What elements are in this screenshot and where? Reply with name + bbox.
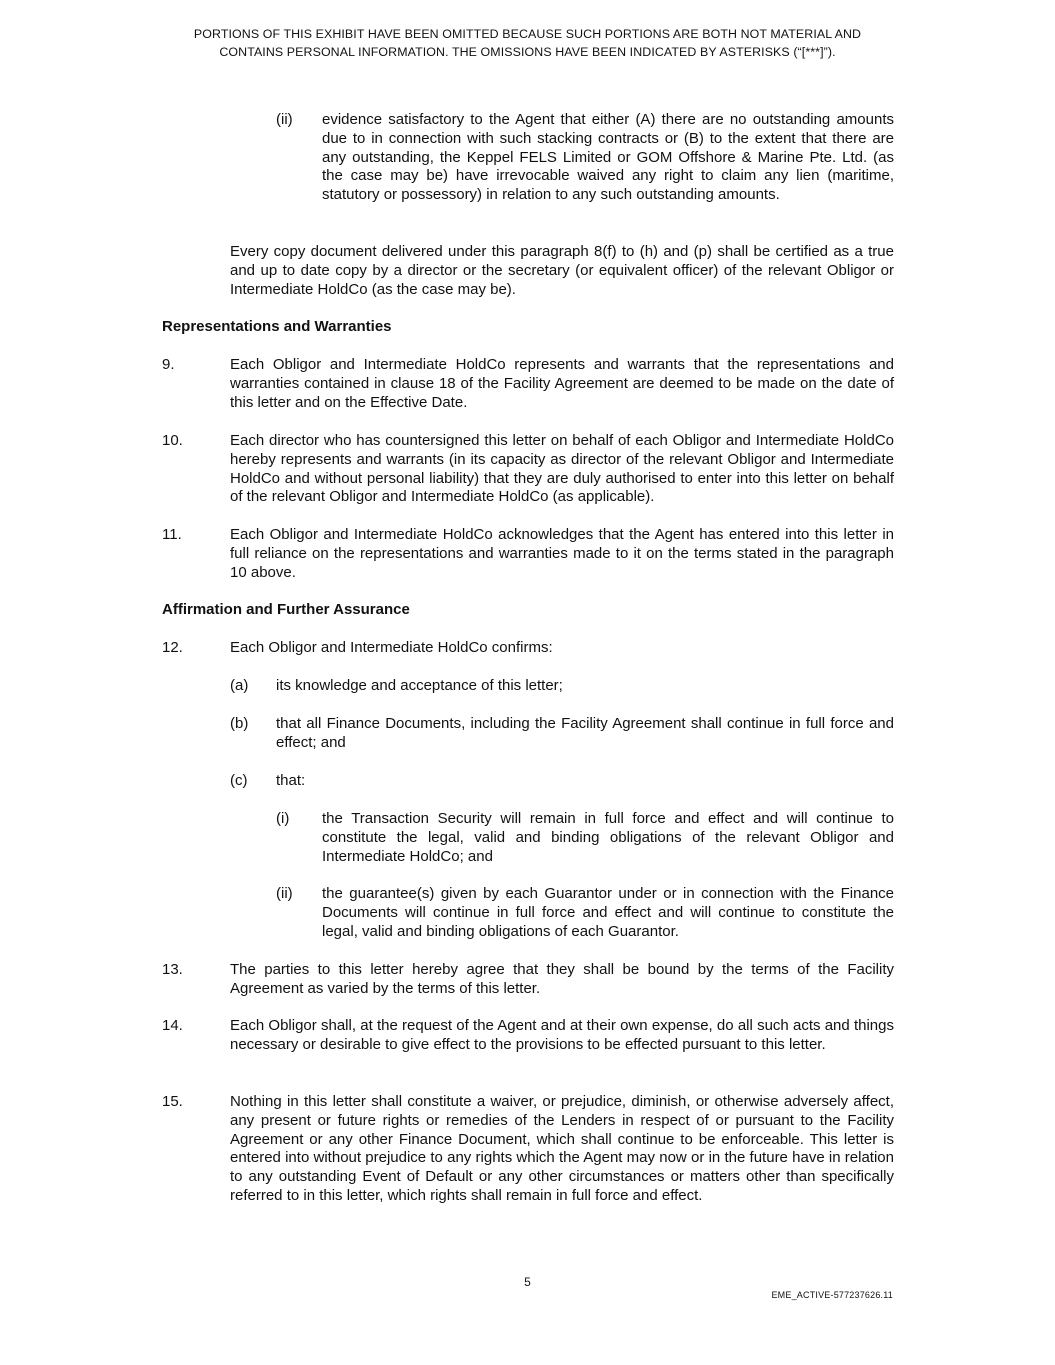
sub-item-ii-evidence: [276, 111, 894, 205]
page-number: 5: [524, 1275, 531, 1289]
sub-item-c: [230, 772, 894, 791]
sub-item-text: that:: [276, 772, 306, 789]
paragraph-9: [162, 356, 894, 412]
paragraph-number: 9.: [162, 356, 175, 373]
sub-item-label: (c): [230, 772, 248, 789]
paragraph-14: [162, 1017, 894, 1055]
exhibit-header: [140, 25, 915, 61]
sub-item-text: its knowledge and acceptance of this letter;: [276, 677, 563, 694]
paragraph-text: Nothing in this letter shall constitute a waiver, or prejudice, diminish, or otherwise adversely affect, any present or future rights or remedies of the Lenders in respect of or pursuant to the Facility Agreement or any other Finance Document, which shall continue to be enforceable. This letter is entered into without prejudice to any rights which the Agent may now or in the future have in relation to any outstanding Event of Default or any other circumstances or matters other than specifically referred to in this letter, which rights shall remain in full force and effect.: [230, 1093, 894, 1204]
paragraph-number: 11.: [162, 526, 182, 543]
sub-item-c-ii: [276, 885, 894, 941]
sub-item-label: (ii): [276, 885, 293, 902]
sub-item-c-i: [276, 810, 894, 866]
sub-item-text: evidence satisfactory to the Agent that either (A) there are no outstanding amounts due to in connection with such stacking contracts or (B) to the extent that there are any outstanding, the Keppel FELS Limited or GOM Offshore & Marine Pte. Ltd. (as the case may be) have irrevocable waived any right to claim any lien (maritime, statutory or possessory) in relation to any such outstanding amounts.: [322, 111, 894, 204]
paragraph-10: [162, 432, 894, 507]
paragraph-12: [162, 639, 894, 658]
header-line-1: PORTIONS OF THIS EXHIBIT HAVE BEEN OMITTED BECAUSE SUCH PORTIONS ARE BOTH NOT MATERIAL AND: [193, 27, 862, 41]
paragraph-11: [162, 526, 894, 582]
header-line-2: CONTAINS PERSONAL INFORMATION. THE OMISSIONS HAVE BEEN INDICATED BY ASTERISKS (“[***]”).: [219, 45, 836, 59]
heading-affirmation-further-assurance: Affirmation and Further Assurance: [162, 601, 410, 618]
paragraph-number: 12.: [162, 639, 183, 656]
paragraph-number: 14.: [162, 1017, 183, 1034]
paragraph-text: Each director who has countersigned this letter on behalf of each Obligor and Intermediate HoldCo hereby represents and warrants (in its capacity as director of the relevant Obligor and Intermediate HoldCo and without personal liability) that they are duly authorised to enter into this letter on behalf of the relevant Obligor and Intermediate HoldCo (as applicable).: [230, 432, 894, 506]
sub-item-a: [230, 677, 894, 696]
sub-item-text: the guarantee(s) given by each Guarantor under or in connection with the Finance Documents will continue in full force and effect and will continue to constitute the legal, valid and binding obligations of each Guarantor.: [322, 885, 894, 940]
paragraph-number: 13.: [162, 961, 183, 978]
paragraph-13: [162, 961, 894, 999]
sub-item-label: (ii): [276, 111, 293, 128]
sub-item-label: (i): [276, 810, 290, 827]
paragraph-number: 10.: [162, 432, 183, 449]
document-reference: EME_ACTIVE-577237626.11: [771, 1290, 893, 1300]
sub-item-label: (b): [230, 715, 249, 732]
paragraph-text: Each Obligor and Intermediate HoldCo acknowledges that the Agent has entered into this letter in full reliance on the representations and warranties made to it on the terms stated in the paragraph 10 above.: [230, 526, 894, 581]
paragraph-text: The parties to this letter hereby agree that they shall be bound by the terms of the Facility Agreement as varied by the terms of this letter.: [230, 961, 894, 997]
paragraph-text: Each Obligor and Intermediate HoldCo represents and warrants that the representations and warranties contained in clause 18 of the Facility Agreement are deemed to be made on the date of this letter and on the Effective Date.: [230, 356, 894, 411]
paragraph-15: [162, 1093, 894, 1206]
paragraph-text: Each Obligor and Intermediate HoldCo confirms:: [230, 639, 553, 656]
sub-item-label: (a): [230, 677, 249, 694]
paragraph-text: Each Obligor shall, at the request of the Agent and at their own expense, do all such acts and things necessary or desirable to give effect to the provisions to be effected pursuant to this letter.: [230, 1017, 894, 1053]
copy-document-paragraph: Every copy document delivered under this paragraph 8(f) to (h) and (p) shall be certified as a true and up to date copy by a director or the secretary (or equivalent officer) of the relevant Obligor or Intermediate HoldCo (as the case may be).: [230, 243, 894, 298]
heading-representations-warranties: Representations and Warranties: [162, 318, 392, 335]
sub-item-b: [230, 715, 894, 753]
sub-item-text: the Transaction Security will remain in full force and effect and will continue to constitute the legal, valid and binding obligations of the relevant Obligor and Intermediate HoldCo; and: [322, 810, 894, 865]
sub-item-text: that all Finance Documents, including the Facility Agreement shall continue in full force and effect; and: [276, 715, 894, 751]
paragraph-number: 15.: [162, 1093, 183, 1110]
